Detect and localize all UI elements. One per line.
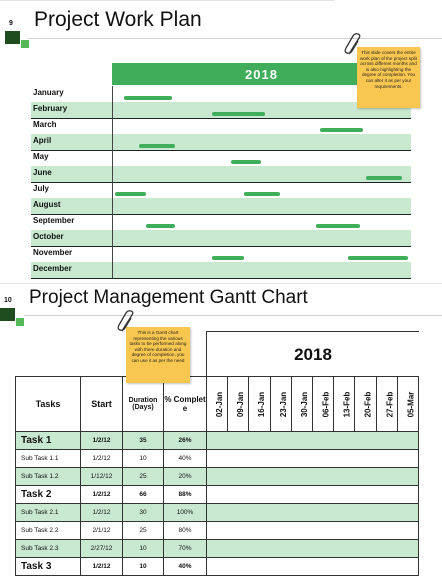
accent-square-light — [21, 40, 29, 48]
progress-bar — [231, 160, 261, 164]
task-duration: 30 — [123, 504, 164, 522]
month-row — [31, 134, 411, 151]
task-start: 1/2/12 — [81, 486, 123, 504]
task-complete: 40% — [164, 450, 207, 468]
date-header-label: 20-Feb — [363, 391, 373, 418]
task-start: 1/2/12 — [81, 432, 123, 450]
task-start: 2/27/12 — [81, 540, 123, 558]
task-duration: 10 — [123, 540, 164, 558]
title-divider — [28, 38, 442, 39]
date-header-cell — [312, 377, 333, 432]
table-row — [16, 486, 419, 504]
date-header-cell — [397, 377, 418, 432]
timeline-cell — [207, 504, 419, 522]
date-header-cell — [207, 377, 228, 432]
year-label-2: 2018 — [294, 345, 332, 364]
date-header-label: 06-Feb — [321, 391, 331, 418]
accent-square-dark-2 — [0, 308, 15, 321]
month-row — [31, 182, 411, 199]
table-row — [16, 504, 419, 522]
task-name: Sub Task 1.1 — [16, 450, 81, 468]
date-header-cell — [270, 377, 291, 432]
month-row — [31, 214, 411, 231]
slide-number-2: 10 — [4, 297, 12, 304]
timeline-cell — [207, 468, 419, 486]
table-row — [16, 540, 419, 558]
task-duration: 25 — [123, 522, 164, 540]
progress-bar — [115, 192, 146, 196]
task-complete: 80% — [164, 522, 207, 540]
slide-separator — [0, 283, 442, 284]
progress-bar — [348, 256, 408, 260]
col-header-duration: Duration (Days) — [123, 377, 164, 432]
date-header-label: 13-Feb — [342, 391, 352, 418]
table-row — [16, 450, 419, 468]
date-header-cell — [291, 377, 312, 432]
date-header-cell — [249, 377, 270, 432]
date-header-label: 23-Jan — [278, 391, 288, 418]
month-row — [31, 246, 411, 263]
table-row — [16, 558, 419, 576]
month-label: February — [33, 104, 68, 113]
task-duration: 35 — [123, 432, 164, 450]
date-header-cell — [355, 377, 376, 432]
task-complete: 26% — [164, 432, 207, 450]
progress-bar — [366, 176, 402, 180]
date-header-label: 27-Feb — [384, 391, 394, 418]
date-header-label: 09-Jan — [236, 391, 246, 418]
task-complete: 20% — [164, 468, 207, 486]
task-start: 2/1/12 — [81, 522, 123, 540]
timeline-cell — [207, 432, 419, 450]
month-row — [31, 150, 411, 167]
date-header-label: 30-Jan — [299, 391, 309, 418]
date-header-cell — [334, 377, 355, 432]
date-header-cell — [228, 377, 249, 432]
progress-bar — [316, 224, 360, 228]
task-complete: 70% — [164, 540, 207, 558]
timeline-cell — [207, 450, 419, 468]
progress-bar — [139, 144, 175, 148]
month-label: March — [33, 120, 57, 129]
task-duration: 25 — [123, 468, 164, 486]
task-name: Sub Task 2.1 — [16, 504, 81, 522]
month-label: December — [33, 264, 72, 273]
task-name: Sub Task 1.2 — [16, 468, 81, 486]
top-divider — [0, 0, 335, 1]
grid-divider — [112, 86, 113, 278]
task-complete: 40% — [164, 558, 207, 576]
timeline-cell — [207, 558, 419, 576]
timeline-cell — [207, 540, 419, 558]
month-row — [31, 198, 411, 215]
month-label: November — [33, 248, 73, 257]
progress-bar — [146, 224, 175, 228]
month-row — [31, 166, 411, 183]
task-duration: 66 — [123, 486, 164, 504]
month-label: May — [33, 152, 49, 161]
paper-clip-icon — [343, 32, 365, 58]
date-header-label: 16-Jan — [257, 391, 267, 418]
slide-number: 9 — [9, 20, 13, 27]
month-label: August — [33, 200, 61, 209]
col-header-tasks: Tasks — [16, 377, 81, 432]
slide-title: Project Work Plan — [34, 8, 202, 31]
month-row — [31, 102, 411, 119]
month-label: September — [33, 216, 75, 225]
accent-square-dark — [5, 31, 20, 44]
sticky-note-text: This slide covers the entire work plan of the project split across different months and is also highlighting the degree of completion. You can alter it as per your requirements. — [360, 50, 417, 89]
progress-bar — [212, 112, 265, 116]
task-name: Sub Task 2.2 — [16, 522, 81, 540]
task-name: Task 3 — [16, 558, 81, 576]
task-duration: 10 — [123, 450, 164, 468]
month-row — [31, 86, 411, 103]
month-label: April — [33, 136, 52, 145]
task-name: Task 1 — [16, 432, 81, 450]
sticky-note-2 — [126, 327, 190, 383]
slide-title-2: Project Management Gantt Chart — [29, 287, 308, 308]
task-duration: 10 — [123, 558, 164, 576]
month-label: January — [33, 88, 64, 97]
progress-bar — [212, 256, 244, 260]
task-name: Sub Task 2.3 — [16, 540, 81, 558]
task-complete: 88% — [164, 486, 207, 504]
date-header-cell — [376, 377, 397, 432]
task-start: 1/2/12 — [81, 450, 123, 468]
title-divider-2 — [24, 315, 442, 316]
progress-bar — [124, 96, 172, 100]
sticky-note-2-text: This is a Gantt chart representing the various tasks to be performed along with there duration and degree of completion, you can use it as per the need — [129, 330, 187, 363]
month-row — [31, 262, 411, 279]
task-start: 1/2/12 — [81, 504, 123, 522]
paper-clip-icon-2 — [116, 309, 138, 335]
month-row — [31, 230, 411, 247]
progress-bar — [244, 192, 280, 196]
timeline-cell — [207, 486, 419, 504]
table-row — [16, 522, 419, 540]
col-header-complete: % Complete — [164, 377, 207, 432]
timeline-cell — [207, 522, 419, 540]
task-name: Task 2 — [16, 486, 81, 504]
gantt-table — [15, 376, 419, 576]
year-label: 2018 — [245, 67, 278, 82]
date-header-label: 05-Mar — [406, 391, 416, 418]
progress-bar — [320, 128, 363, 132]
month-label: July — [33, 184, 50, 193]
table-row — [16, 432, 419, 450]
month-label: October — [33, 232, 64, 241]
col-header-start: Start — [81, 377, 123, 432]
task-start: 1/2/12 — [81, 558, 123, 576]
year-header-2 — [206, 331, 419, 377]
month-row — [31, 118, 411, 135]
sticky-note — [357, 47, 420, 108]
task-start: 1/12/12 — [81, 468, 123, 486]
month-label: June — [33, 168, 52, 177]
accent-square-light-2 — [16, 318, 24, 326]
table-row — [16, 468, 419, 486]
date-header-label: 02-Jan — [215, 391, 225, 418]
task-complete: 100% — [164, 504, 207, 522]
